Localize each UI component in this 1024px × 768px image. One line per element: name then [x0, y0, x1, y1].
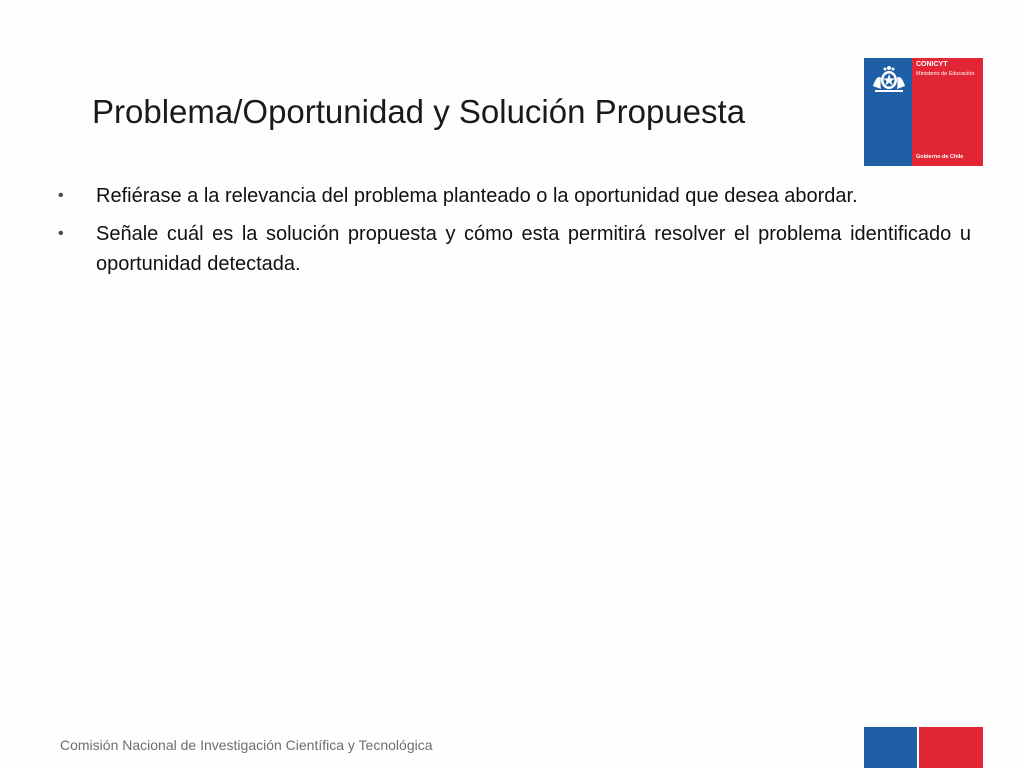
footer-flag [864, 727, 983, 768]
bullet-marker: • [58, 225, 64, 242]
conicyt-logo [864, 58, 983, 166]
bullet-item [56, 219, 971, 279]
footer-text: Comisión Nacional de Investigación Científica y Tecnológica [60, 737, 433, 753]
bullet-marker: • [58, 187, 64, 204]
logo-blue-panel [864, 58, 912, 166]
coat-of-arms-icon [869, 64, 909, 94]
logo-name: CONICYT [916, 61, 948, 68]
bullet-list [56, 181, 971, 287]
bullet-text: Señale cuál es la solución propuesta y cómo esta permitirá resolver el problema identificado u oportunidad detectada. [96, 223, 971, 275]
bullet-item [56, 181, 971, 211]
logo-red-panel [912, 58, 983, 166]
footer-flag-blue [864, 727, 917, 768]
bullet-text: Refiérase a la relevancia del problema planteado o la oportunidad que desea abordar. [96, 185, 858, 207]
logo-government: Gobierno de Chile [916, 154, 964, 160]
slide-title: Problema/Oportunidad y Solución Propuesta [92, 93, 746, 130]
footer-flag-red [919, 727, 983, 768]
logo-ministry: Ministerio de Educación [916, 71, 975, 77]
